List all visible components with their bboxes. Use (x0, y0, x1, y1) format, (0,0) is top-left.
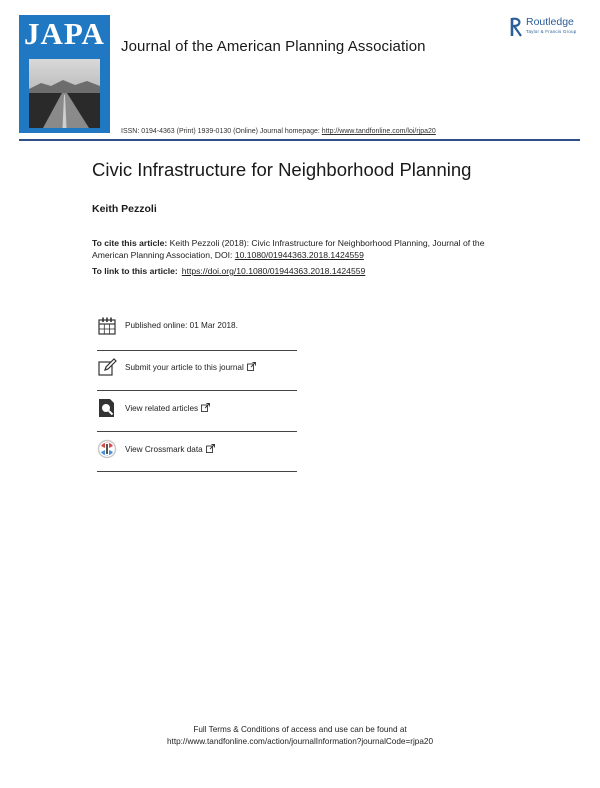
external-link-icon (247, 362, 256, 371)
doi-link[interactable]: 10.1080/01944363.2018.1424559 (234, 250, 364, 260)
cover-road-photo (29, 59, 100, 128)
submit-article-link[interactable]: Submit your article to this journal (125, 362, 256, 372)
journal-name: Journal of the American Planning Association (121, 38, 426, 55)
publisher-tagline: Taylor & Francis Group (526, 29, 577, 34)
journal-cover (19, 15, 110, 133)
related-articles-link[interactable]: View related articles (125, 403, 210, 413)
journal-homepage-link[interactable]: http://www.tandfonline.com/loi/rjpa20 (321, 128, 436, 135)
article-title: Civic Infrastructure for Neighborhood Planning (92, 159, 472, 180)
search-document-icon (97, 398, 117, 418)
issn-text: ISSN: 0194-4363 (Print) 1939-0130 (Online) Journal homepage: (121, 128, 322, 135)
citation-block (92, 237, 512, 261)
crossmark-row[interactable] (97, 439, 297, 479)
citation-text: Keith Pezzoli (2018): Civic Infrastructure for Neighborhood Planning, Journal of the American Planning Association, DOI: (92, 238, 485, 260)
publisher-logo[interactable] (510, 16, 592, 40)
routledge-logo-icon (510, 16, 524, 38)
citation-label: To cite this article: (92, 238, 168, 248)
article-link-block (92, 266, 365, 276)
crossmark-icon (97, 439, 117, 459)
edit-icon (97, 357, 117, 377)
row-divider (97, 431, 297, 432)
row-divider (97, 390, 297, 391)
external-link-icon (201, 403, 210, 412)
publisher-name: Routledge (526, 16, 574, 28)
article-author: Keith Pezzoli (92, 203, 157, 215)
footer-terms-url[interactable]: http://www.tandfonline.com/action/journalInformation?journalCode=rjpa20 (166, 737, 434, 746)
submit-article-row[interactable] (97, 357, 297, 397)
calendar-icon (97, 316, 117, 336)
row-divider (97, 350, 297, 351)
crossmark-link[interactable]: View Crossmark data (125, 444, 215, 454)
header-divider (19, 139, 580, 141)
external-link-icon (206, 444, 215, 453)
issn-line (121, 128, 436, 135)
related-articles-row[interactable] (97, 398, 297, 438)
row-divider (97, 471, 297, 472)
published-online-text: Published online: 01 Mar 2018. (125, 321, 238, 330)
article-doi-url[interactable]: https://doi.org/10.1080/01944363.2018.1424559 (181, 266, 366, 276)
footer-terms-text: Full Terms & Conditions of access and use can be found at (193, 725, 407, 734)
cover-title: JAPA (24, 16, 105, 51)
footer (0, 724, 600, 748)
link-label: To link to this article: (92, 266, 178, 276)
